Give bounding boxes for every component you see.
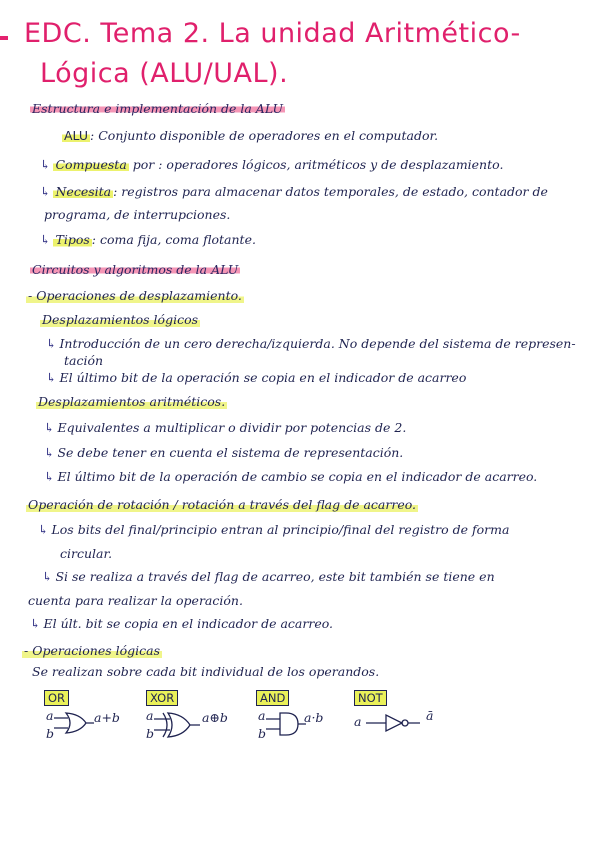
arith-shift-bullet-1: [44, 420, 406, 435]
page-title-line2: Lógica (ALU/UAL).: [40, 58, 289, 89]
logic-ops-description: Se realizan sobre cada bit individual de los operandos.: [32, 664, 380, 679]
list-item-tipos: [40, 232, 256, 247]
gate-input-a: a: [354, 714, 362, 729]
heading-text: Operación de rotación / rotación a través del flag de acarreo.: [28, 497, 416, 512]
arrow-icon: ↳: [44, 445, 55, 460]
gate-label: XOR: [146, 690, 178, 706]
logic-shift-bullet-2: [46, 370, 466, 385]
gate-output: ā: [426, 708, 434, 723]
heading-text: - Operaciones lógicas: [24, 643, 161, 658]
gate-label: NOT: [354, 690, 387, 706]
heading-logic-ops: [22, 643, 162, 658]
alu-def-text: : Conjunto disponible de operadores en el computador.: [90, 128, 439, 143]
rotation-bullet-2: [42, 569, 495, 584]
gate-not: [354, 690, 464, 745]
bullet-text: Se debe tener en cuenta el sistema de representación.: [57, 445, 404, 460]
or-gate-icon: [52, 710, 94, 736]
rotation-bullet-2-cont: cuenta para realizar la operación.: [28, 593, 243, 608]
arrow-icon: ↳: [42, 569, 53, 584]
list-item-necesita: [40, 184, 548, 199]
xor-gate-icon: [152, 710, 200, 740]
sub-heading-text: - Operaciones de desplazamiento.: [28, 288, 242, 303]
gate-xor: [146, 690, 256, 745]
bullet-text: Los bits del final/principio entran al principio/final del registro de forma: [51, 522, 510, 537]
arrow-icon: ↳: [46, 370, 57, 385]
logic-shift-bullet-1: [46, 336, 576, 351]
arith-shift-bullet-2: [44, 445, 403, 460]
gate-input-a: a: [258, 708, 266, 723]
list-item-necesita-cont: programa, de interrupciones.: [44, 207, 231, 222]
not-gate-icon: [364, 712, 420, 734]
bullet-text: Equivalentes a multiplicar o dividir por potencias de 2.: [57, 420, 407, 435]
rotation-bullet-3: [30, 616, 333, 631]
rotation-bullet-1-cont: circular.: [60, 546, 113, 561]
gate-input-a: a: [46, 708, 54, 723]
section-heading-circuits: [30, 262, 240, 277]
gate-input-b: b: [258, 726, 267, 741]
bullet-text: El últ. bit se copia en el indicador de acarreo.: [43, 616, 334, 631]
gate-label: OR: [44, 690, 69, 706]
heading-rotation: [26, 497, 418, 512]
item-label: Tipos: [55, 232, 90, 247]
rotation-bullet-1: [38, 522, 509, 537]
gate-or: [44, 690, 144, 745]
margin-mark: [0, 36, 8, 40]
arrow-icon: ↳: [38, 522, 49, 537]
heading-logic-shifts: [40, 312, 200, 327]
arrow-icon: ↳: [40, 184, 51, 199]
arrow-icon: ↳: [46, 336, 57, 351]
arith-shift-bullet-3: [44, 469, 537, 484]
item-text: : registros para almacenar datos temporales, de estado, contador de: [113, 184, 548, 199]
arrow-icon: ↳: [44, 420, 55, 435]
heading-arith-shifts: [36, 394, 227, 409]
heading-text: Desplazamientos lógicos: [42, 312, 199, 327]
gate-output: a+b: [94, 710, 120, 725]
arrow-icon: ↳: [40, 157, 51, 172]
item-text: por : operadores lógicos, aritméticos y de desplazamiento.: [128, 157, 504, 172]
bullet-text: El último bit de la operación de cambio se copia en el indicador de acarreo.: [57, 469, 538, 484]
section-heading-text: Circuitos y algoritmos de la ALU: [32, 262, 239, 277]
bullet-text: Introducción de un cero derecha/izquierda. No depende del sistema de represen-: [59, 336, 576, 351]
bullet-text: El último bit de la operación se copia en el indicador de acarreo: [59, 370, 467, 385]
gate-output: a·b: [304, 710, 324, 725]
item-text: : coma fija, coma flotante.: [91, 232, 256, 247]
gate-output: a⊕b: [202, 710, 228, 725]
item-label: Compuesta: [55, 157, 127, 172]
gate-input-b: b: [46, 726, 55, 741]
sub-heading-shift-ops: [26, 288, 244, 303]
bullet-text: Si se realiza a través del flag de acarreo, este bit también se tiene en: [55, 569, 495, 584]
item-label: Necesita: [55, 184, 112, 199]
logic-shift-bullet-1-cont: tación: [64, 353, 104, 368]
section-heading-text: Estructura e implementación de la ALU: [32, 101, 283, 116]
alu-label: ALU: [64, 128, 89, 143]
list-item-compuesta: [40, 157, 503, 172]
gate-and: [256, 690, 356, 745]
arrow-icon: ↳: [30, 616, 41, 631]
arrow-icon: ↳: [40, 232, 51, 247]
gate-label: AND: [256, 690, 289, 706]
gate-input-a: a: [146, 708, 154, 723]
and-gate-icon: [264, 710, 306, 738]
gate-input-b: b: [146, 726, 155, 741]
alu-definition: [62, 128, 438, 143]
page-title-line1: EDC. Tema 2. La unidad Aritmético-: [24, 18, 521, 49]
section-heading-structure: [30, 101, 285, 116]
heading-text: Desplazamientos aritméticos.: [38, 394, 226, 409]
arrow-icon: ↳: [44, 469, 55, 484]
